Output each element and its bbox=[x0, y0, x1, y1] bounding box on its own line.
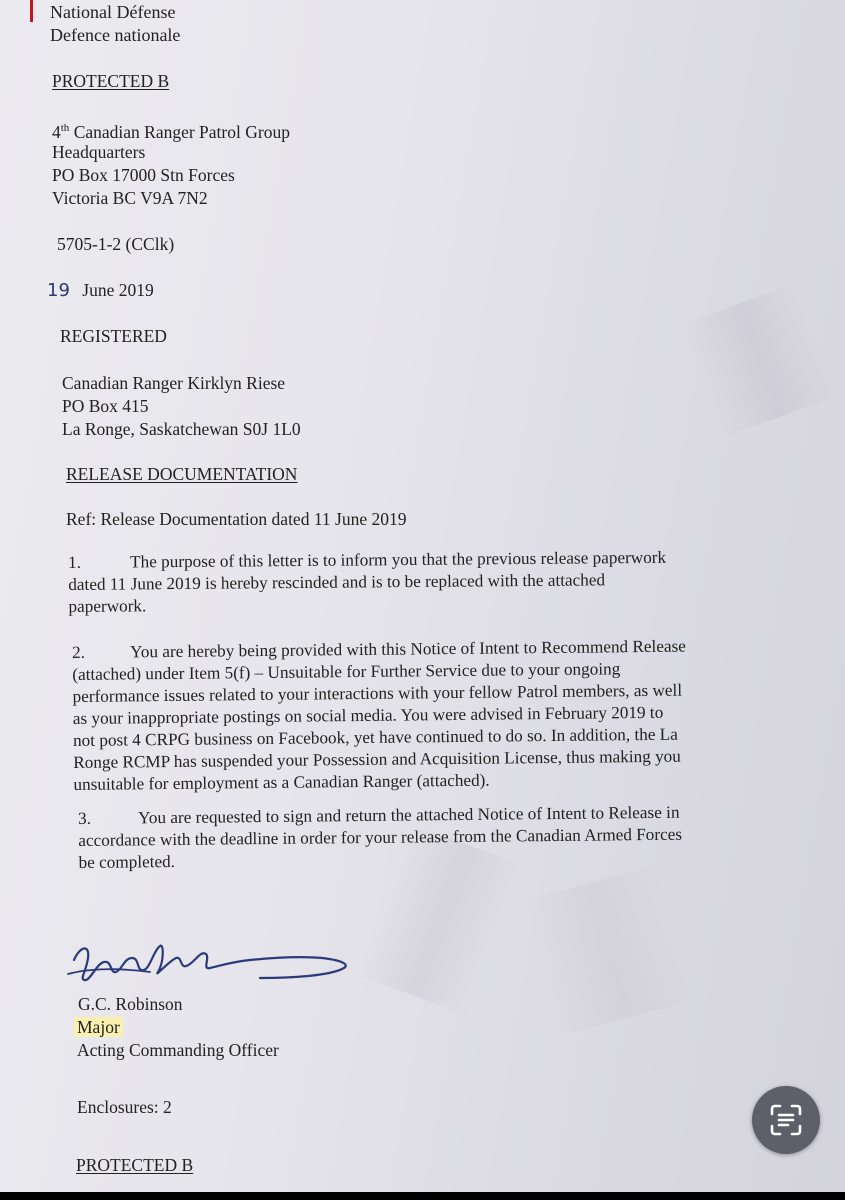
paragraph-line: The purpose of this letter is to inform you that the previous release paperwork bbox=[130, 547, 667, 572]
text-scan-icon bbox=[769, 1103, 803, 1137]
subject-line: RELEASE DOCUMENTATION bbox=[66, 464, 298, 484]
signatory-name: G.C. Robinson bbox=[78, 994, 183, 1014]
highlighted-rank: Major bbox=[74, 1017, 123, 1037]
paper-fold bbox=[683, 283, 837, 437]
text-scan-button[interactable] bbox=[752, 1086, 820, 1154]
paragraph-line: as your inappropriate postings on social media. You were advised in February 2019 to bbox=[72, 702, 664, 728]
paragraph-line: unsuitable for employment as a Canadian Ranger (attached). bbox=[73, 770, 490, 794]
sender-unit-ordinal: th bbox=[60, 122, 70, 134]
paper-fold bbox=[524, 864, 695, 1035]
paragraph-number: 3. bbox=[78, 808, 92, 828]
sender-unit-name: Canadian Ranger Patrol Group bbox=[69, 121, 290, 142]
signatory-rank bbox=[74, 1016, 123, 1038]
paragraph-line: Ronge RCMP has suspended your Possession and Acquisition License, thus making you bbox=[73, 746, 681, 772]
sender-unit bbox=[52, 117, 290, 143]
handwritten-day: 19 bbox=[47, 280, 70, 301]
recipient-po-box: PO Box 415 bbox=[62, 396, 149, 416]
enclosures-line: Enclosures: 2 bbox=[77, 1097, 172, 1117]
sender-unit-number: 4 bbox=[52, 121, 61, 142]
paragraph-line: paperwork. bbox=[68, 596, 147, 616]
paragraph-line: performance issues related to your interactions with your fellow Patrol members, as well bbox=[72, 680, 683, 706]
screen-bottom-bar bbox=[0, 1192, 845, 1200]
recipient-name: Canadian Ranger Kirklyn Riese bbox=[62, 373, 286, 393]
file-number: 5705-1-2 (CClk) bbox=[57, 234, 175, 254]
signatory-title: Acting Commanding Officer bbox=[77, 1040, 279, 1060]
paragraph-3 bbox=[78, 801, 779, 874]
paragraph-line: You are hereby being provided with this Notice of Intent to Recommend Release bbox=[130, 636, 686, 662]
government-flag-bar bbox=[30, 0, 33, 22]
paragraph-line: be completed. bbox=[78, 851, 176, 872]
paragraph-line: (attached) under Item 5(f) – Unsuitable for Further Service due to your ongoing bbox=[72, 659, 621, 684]
department-name-line1: National Défense bbox=[50, 2, 176, 22]
date-month-year: June 2019 bbox=[82, 280, 154, 300]
paragraph-line: dated 11 June 2019 is hereby rescinded and is to be replaced with the attached bbox=[68, 570, 606, 594]
sender-line4: Victoria BC V9A 7N2 bbox=[52, 188, 208, 208]
paragraph-line: You are requested to sign and return the attached Notice of Intent to Release in bbox=[138, 802, 680, 828]
sender-line3: PO Box 17000 Stn Forces bbox=[52, 165, 235, 185]
letter-date bbox=[47, 279, 154, 302]
reference-line: Ref: Release Documentation dated 11 June 2019 bbox=[66, 509, 407, 529]
handwritten-signature bbox=[60, 928, 360, 998]
paragraph-number: 1. bbox=[68, 552, 82, 572]
classification-label: PROTECTED B bbox=[52, 71, 170, 91]
sender-line2: Headquarters bbox=[52, 142, 146, 162]
paragraph-number: 2. bbox=[72, 642, 86, 662]
footer-classification: PROTECTED B bbox=[76, 1155, 194, 1175]
department-name-line2: Defence nationale bbox=[50, 25, 181, 45]
paragraph-2 bbox=[72, 635, 774, 796]
mail-type: REGISTERED bbox=[60, 326, 167, 346]
paragraph-1 bbox=[68, 546, 769, 618]
paragraph-line: accordance with the deadline in order for your release from the Canadian Armed Forces bbox=[78, 824, 683, 850]
recipient-city: La Ronge, Saskatchewan S0J 1L0 bbox=[62, 419, 301, 439]
paragraph-line: not post 4 CRPG business on Facebook, yet have continued to do so. In addition, the La bbox=[72, 724, 678, 750]
